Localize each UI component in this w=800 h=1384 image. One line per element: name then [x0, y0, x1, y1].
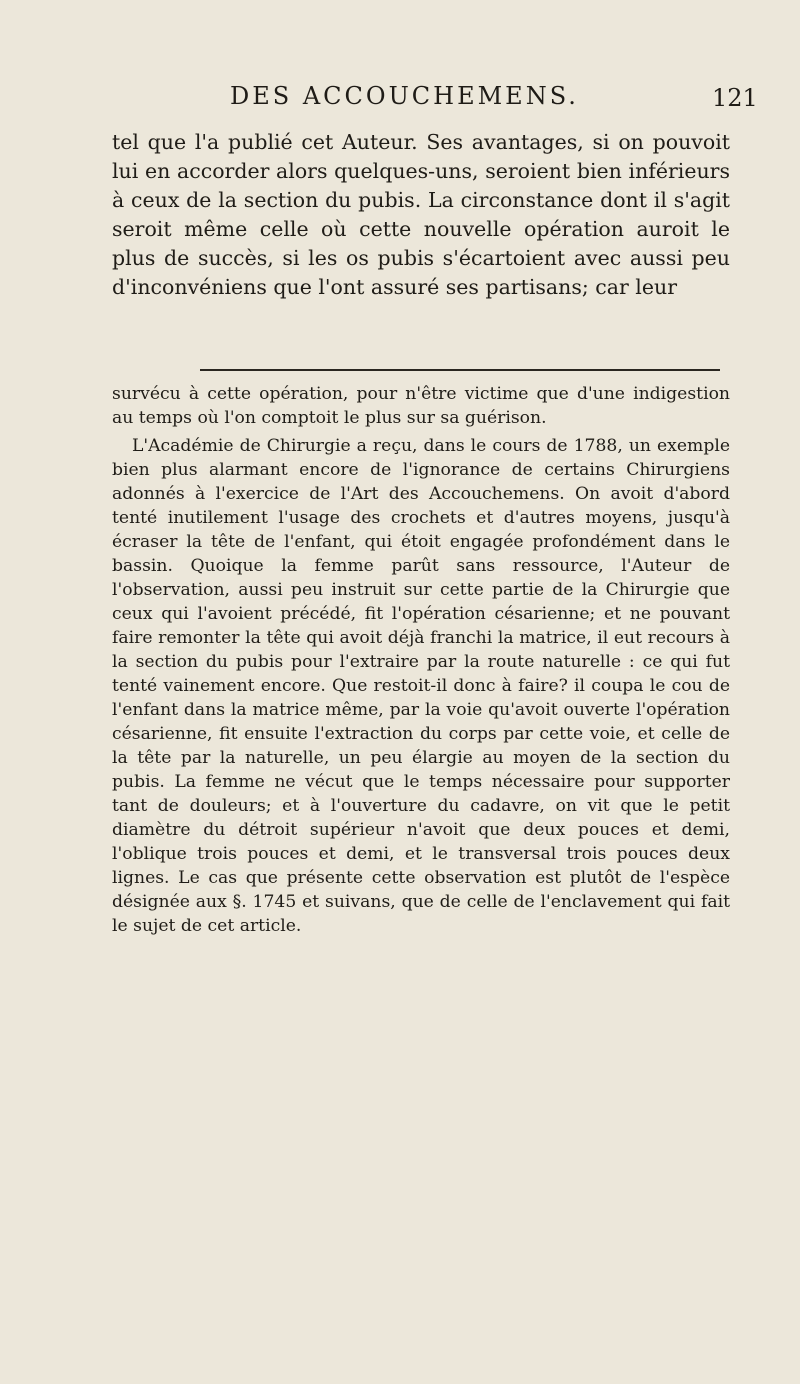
page-number: 121: [712, 84, 758, 112]
main-paragraph: tel que l'a publié cet Auteur. Ses avantages, si on pouvoit lui en accorder alors quelques-uns, seroient bien inférieurs à ceux de la section du pubis. La circonstance dont il s'agit seroit même celle où cette nouvelle opération auroit le plus de succès, si les os pubis s'écartoient avec aussi peu d'inconvéniens que l'ont assuré ses partisans; car leur: [112, 130, 730, 299]
page-header: [0, 82, 800, 122]
footnote-block: [112, 382, 730, 938]
footnote-paragraph-2: L'Académie de Chirurgie a reçu, dans le cours de 1788, un exemple bien plus alarmant encore de l'ignorance de certains Chirurgiens adonnés à l'exercice de l'Art des Accouchemens. On avoit d'abord tenté inutilement l'usage des crochets et d'autres moyens, jusqu'à écraser la tête de l'enfant, qui étoit engagée profondément dans le bassin. Quoique la femme parût sans ressource, l'Auteur de l'observation, aussi peu instruit sur cette partie de la Chirurgie que ceux qui l'avoient précédé, fit l'opération césarienne; et ne pouvant faire remonter la tête qui avoit déjà franchi la matrice, il eut recours à la section du pubis pour l'extraire par la route naturelle : ce qui fut tenté vainement encore. Que restoit-il donc à faire? il coupa le cou de l'enfant dans la matrice même, par la voie qu'avoit ouverte l'opération césarienne, fit ensuite l'extraction du corps par cette voie, et celle de la tête par la naturelle, un peu élargie au moyen de la section du pubis. La femme ne vécut que le temps nécessaire pour supporter tant de douleurs; et à l'ouverture du cadavre, on vit que le petit diamètre du détroit supérieur n'avoit que deux pouces et demi, l'oblique trois pouces et demi, et le transversal trois pouces deux lignes. Le cas que présente cette observation est plutôt de l'espèce désignée aux §. 1745 et suivans, que de celle de l'enclavement qui fait le sujet de cet article.: [112, 436, 730, 936]
footnote-separator: [200, 369, 720, 371]
footnote-paragraph-1: survécu à cette opération, pour n'être victime que d'une indigestion au temps où l'on comptoit le plus sur sa guérison.: [112, 384, 730, 428]
running-title: DES ACCOUCHEMENS.: [230, 82, 579, 110]
